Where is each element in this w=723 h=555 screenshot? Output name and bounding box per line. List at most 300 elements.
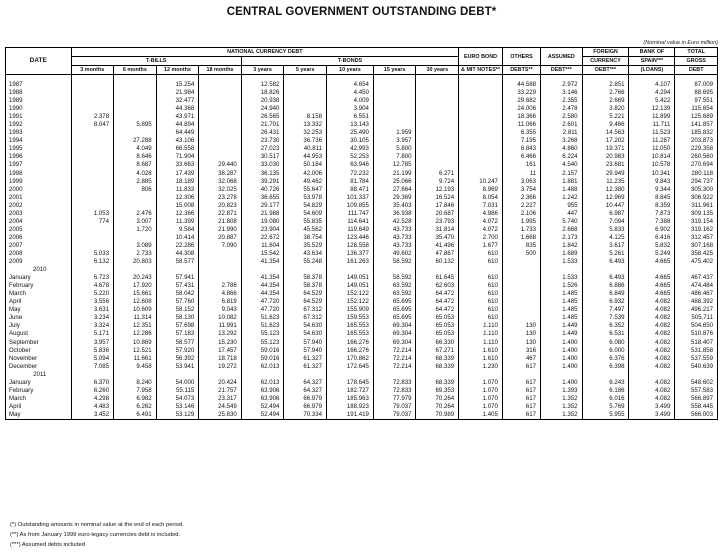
value-cell: 185.832: [675, 129, 718, 137]
value-cell: 115.654: [675, 105, 718, 113]
value-cell: 101.337: [326, 194, 373, 202]
value-cell: 8.845: [629, 194, 675, 202]
value-cell: 5.261: [582, 250, 629, 258]
value-cell: 69.353: [416, 387, 459, 395]
value-cell: 4.678: [71, 282, 114, 290]
value-cell: [502, 274, 540, 282]
value-cell: 1.405: [459, 411, 503, 420]
value-cell: 6.260: [71, 387, 114, 395]
value-cell: [71, 153, 114, 161]
value-cell: [416, 145, 459, 153]
value-cell: [114, 113, 157, 121]
value-cell: 260.560: [675, 153, 718, 161]
value-cell: 165.553: [326, 330, 373, 338]
value-cell: 1.070: [459, 379, 503, 387]
value-cell: 88.471: [326, 186, 373, 194]
value-cell: [502, 266, 540, 274]
value-cell: 3.499: [629, 411, 675, 420]
value-cell: 2.106: [502, 210, 540, 218]
value-cell: 4.082: [629, 395, 675, 403]
value-cell: 316: [502, 347, 540, 355]
value-cell: 2.601: [541, 121, 582, 129]
value-cell: 12.521: [114, 347, 157, 355]
date-cell: 1987: [6, 81, 72, 89]
value-cell: 11.604: [241, 242, 284, 250]
value-cell: 152.122: [326, 290, 373, 298]
col-others: OTHERS: [502, 48, 540, 66]
value-cell: 4.665: [629, 282, 675, 290]
value-cell: 27.023: [241, 145, 284, 153]
value-cell: 10.869: [114, 339, 157, 347]
value-cell: 2.885: [114, 178, 157, 186]
value-cell: 81.784: [326, 178, 373, 186]
value-cell: 43.733: [373, 226, 416, 234]
value-cell: 10.414: [156, 234, 199, 242]
value-cell: 12.582: [241, 81, 284, 89]
value-cell: 31.814: [416, 226, 459, 234]
table-row: [6, 355, 718, 363]
value-cell: 185.963: [326, 395, 373, 403]
value-cell: [675, 266, 718, 274]
value-cell: 309.135: [675, 210, 718, 218]
value-cell: 617: [502, 387, 540, 395]
value-cell: [71, 194, 114, 202]
value-cell: 4.450: [326, 89, 373, 97]
value-cell: 57.698: [156, 322, 199, 330]
date-cell: September: [6, 339, 72, 347]
value-cell: 7.497: [582, 306, 629, 314]
value-cell: 14.563: [582, 129, 629, 137]
value-cell: 77.979: [373, 395, 416, 403]
value-cell: 70.989: [416, 411, 459, 420]
value-cell: 20.938: [241, 97, 284, 105]
value-cell: 44.894: [156, 121, 199, 129]
value-cell: 11.991: [199, 322, 242, 330]
value-cell: 72.214: [373, 347, 416, 355]
value-cell: [114, 105, 157, 113]
value-cell: 79.037: [373, 411, 416, 420]
value-cell: 57.940: [284, 347, 327, 355]
col-total-3: DEBT: [675, 66, 718, 75]
footnote-2: (**) As from January 1999 euro-legacy currencies debt is included.: [10, 532, 181, 538]
value-cell: 63.592: [373, 290, 416, 298]
value-cell: 4.540: [541, 161, 582, 169]
value-cell: 65.695: [373, 306, 416, 314]
value-cell: 53.978: [284, 194, 327, 202]
value-cell: 32.253: [284, 129, 327, 137]
value-cell: 64.472: [416, 290, 459, 298]
value-cell: 52.494: [241, 411, 284, 420]
value-cell: [416, 97, 459, 105]
value-cell: 10.082: [199, 314, 242, 322]
value-cell: 6.000: [582, 347, 629, 355]
value-cell: 63.592: [373, 282, 416, 290]
value-cell: [373, 371, 416, 379]
value-cell: [114, 97, 157, 105]
value-cell: [71, 202, 114, 210]
value-cell: 43.733: [373, 234, 416, 242]
value-cell: 65.053: [416, 314, 459, 322]
value-cell: 64.529: [284, 298, 327, 306]
table-row: [6, 258, 718, 266]
value-cell: 4.860: [541, 145, 582, 153]
value-cell: 9.843: [629, 178, 675, 186]
value-cell: 617: [502, 403, 540, 411]
value-cell: [502, 290, 540, 298]
table-row: [6, 153, 718, 161]
value-cell: [71, 266, 114, 274]
value-cell: 44.308: [156, 250, 199, 258]
value-cell: 130: [502, 330, 540, 338]
value-cell: [502, 258, 540, 266]
value-cell: [326, 266, 373, 274]
value-cell: 65.053: [416, 330, 459, 338]
col-tbonds: T-BONDS: [241, 57, 458, 66]
value-cell: 33.030: [241, 161, 284, 169]
value-cell: 5.221: [582, 113, 629, 121]
value-cell: 4.866: [199, 290, 242, 298]
value-cell: 467.437: [675, 274, 718, 282]
value-cell: 6.849: [582, 290, 629, 298]
value-cell: 67.271: [416, 347, 459, 355]
value-cell: 54.630: [284, 322, 327, 330]
col-national-currency-debt: NATIONAL CURRENCY DEBT: [71, 48, 459, 57]
value-cell: 610: [459, 306, 503, 314]
table-row: [6, 97, 718, 105]
value-cell: 806: [114, 186, 157, 194]
value-cell: 3.957: [373, 137, 416, 145]
value-cell: 52.494: [241, 403, 284, 411]
date-cell: 1999: [6, 178, 72, 186]
value-cell: [114, 234, 157, 242]
value-cell: 62.603: [416, 282, 459, 290]
value-cell: 20.887: [199, 234, 242, 242]
value-cell: 17.202: [582, 137, 629, 145]
value-cell: 8.054: [459, 194, 503, 202]
value-cell: 3.754: [502, 186, 540, 194]
table-row: [6, 298, 718, 306]
value-cell: 6.932: [582, 298, 629, 306]
value-cell: [199, 113, 242, 121]
value-cell: [416, 266, 459, 274]
value-cell: 58.152: [156, 306, 199, 314]
value-cell: 1.110: [459, 322, 503, 330]
value-cell: 44.354: [241, 290, 284, 298]
value-cell: [459, 105, 503, 113]
value-cell: 12.608: [114, 298, 157, 306]
value-cell: 3.499: [629, 403, 675, 411]
date-cell: May: [6, 306, 72, 314]
value-cell: 4.082: [629, 379, 675, 387]
col-bank-1: BANK OF: [629, 48, 675, 57]
value-cell: 16.524: [416, 194, 459, 202]
value-cell: [284, 97, 327, 105]
table-row: [6, 395, 718, 403]
value-cell: [459, 137, 503, 145]
value-cell: [502, 314, 540, 322]
value-cell: 22.672: [241, 234, 284, 242]
value-cell: 6.352: [582, 322, 629, 330]
col-3-months: 3 months: [71, 66, 114, 75]
col-tbills: T-BILLS: [71, 57, 241, 66]
value-cell: 7.958: [114, 387, 157, 395]
value-cell: [459, 371, 503, 379]
table-row: [6, 403, 718, 411]
date-cell: 1996: [6, 153, 72, 161]
value-cell: 6.355: [502, 129, 540, 137]
value-cell: [416, 161, 459, 169]
value-cell: [156, 371, 199, 379]
value-cell: 58.042: [156, 290, 199, 298]
value-cell: [582, 371, 629, 379]
value-cell: 1.400: [541, 363, 582, 371]
value-cell: 47.720: [241, 306, 284, 314]
date-cell: 2000: [6, 186, 72, 194]
value-cell: [416, 129, 459, 137]
value-cell: 3.452: [71, 411, 114, 420]
table-row: [6, 89, 718, 97]
value-cell: 70.264: [416, 395, 459, 403]
value-cell: 1.110: [459, 339, 503, 347]
value-cell: 64.327: [284, 387, 327, 395]
value-cell: 130: [502, 339, 540, 347]
value-cell: 20.803: [114, 258, 157, 266]
col-15-years: 15 years: [373, 66, 416, 75]
value-cell: 2.668: [541, 226, 582, 234]
date-cell: October: [6, 347, 72, 355]
value-cell: 10.341: [629, 170, 675, 178]
value-cell: 1.733: [502, 226, 540, 234]
value-cell: 531.858: [675, 347, 718, 355]
value-cell: 55.123: [241, 339, 284, 347]
value-cell: 7.085: [71, 363, 114, 371]
value-cell: 7.800: [373, 153, 416, 161]
value-cell: 66.558: [156, 145, 199, 153]
value-cell: 26.565: [241, 113, 284, 121]
value-cell: 518.407: [675, 339, 718, 347]
value-cell: 6.843: [502, 145, 540, 153]
col-bank-3: (LOANS): [629, 66, 675, 75]
value-cell: 17.457: [199, 347, 242, 355]
value-cell: 1.449: [541, 330, 582, 338]
value-cell: [71, 226, 114, 234]
value-cell: 2.786: [199, 282, 242, 290]
date-cell: December: [6, 363, 72, 371]
value-cell: 22.286: [156, 242, 199, 250]
value-cell: 61.327: [284, 363, 327, 371]
value-cell: [199, 371, 242, 379]
value-cell: 835: [502, 242, 540, 250]
value-cell: 64.327: [284, 379, 327, 387]
value-cell: 29.682: [502, 97, 540, 105]
value-cell: 12.969: [582, 194, 629, 202]
value-cell: 504.650: [675, 322, 718, 330]
table-row: [6, 129, 718, 137]
value-cell: 72.214: [373, 355, 416, 363]
value-cell: 510.876: [675, 330, 718, 338]
value-cell: [199, 89, 242, 97]
value-cell: 32.068: [199, 178, 242, 186]
value-cell: 3.556: [71, 298, 114, 306]
value-cell: 6.186: [582, 387, 629, 395]
value-cell: 2.355: [541, 97, 582, 105]
value-cell: 23.681: [582, 161, 629, 169]
value-cell: 17.920: [114, 282, 157, 290]
value-cell: 32.025: [199, 186, 242, 194]
table-row: [6, 330, 718, 338]
value-cell: 548.602: [675, 379, 718, 387]
table-row: [6, 186, 718, 194]
value-cell: [416, 105, 459, 113]
value-cell: 566.897: [675, 395, 718, 403]
value-cell: 9.344: [629, 186, 675, 194]
value-cell: 54.829: [284, 202, 327, 210]
value-cell: 3.007: [114, 218, 157, 226]
value-cell: 1.881: [541, 178, 582, 186]
value-cell: 500: [502, 250, 540, 258]
value-cell: 12.366: [156, 210, 199, 218]
value-cell: 475.402: [675, 258, 718, 266]
value-cell: 1.533: [541, 274, 582, 282]
value-cell: 13.292: [199, 330, 242, 338]
table-row: [6, 322, 718, 330]
value-cell: [416, 153, 459, 161]
value-cell: 5.422: [629, 97, 675, 105]
table-row: [6, 145, 718, 153]
value-cell: 21.808: [199, 218, 242, 226]
value-cell: 6.080: [582, 339, 629, 347]
value-cell: [199, 129, 242, 137]
value-cell: 447: [541, 210, 582, 218]
date-cell: August: [6, 330, 72, 338]
value-cell: 617: [502, 411, 540, 420]
value-cell: 4.028: [114, 170, 157, 178]
value-cell: 6.370: [71, 379, 114, 387]
value-cell: [199, 250, 242, 258]
value-cell: 15.542: [241, 250, 284, 258]
value-cell: 312.457: [675, 234, 718, 242]
table-row: [6, 314, 718, 322]
table-row: [6, 306, 718, 314]
value-cell: 29.177: [241, 202, 284, 210]
value-cell: 5.833: [582, 226, 629, 234]
value-cell: 6.262: [114, 403, 157, 411]
table-row: [6, 161, 718, 169]
value-cell: 4.082: [629, 298, 675, 306]
value-cell: 4.082: [629, 347, 675, 355]
value-cell: 72.232: [326, 170, 373, 178]
value-cell: 69.304: [373, 322, 416, 330]
value-cell: 610: [459, 274, 503, 282]
value-cell: 65.695: [373, 298, 416, 306]
value-cell: 3.631: [71, 306, 114, 314]
value-cell: 6.987: [582, 210, 629, 218]
value-cell: 307.168: [675, 242, 718, 250]
table-row: [6, 371, 718, 379]
value-cell: 57.920: [156, 347, 199, 355]
value-cell: 159.553: [326, 314, 373, 322]
value-cell: 610: [459, 282, 503, 290]
date-cell: July: [6, 322, 72, 330]
value-cell: 69.304: [373, 330, 416, 338]
value-cell: 24.006: [502, 105, 540, 113]
value-cell: 2.580: [541, 113, 582, 121]
value-cell: 2.227: [502, 202, 540, 210]
value-cell: 38.287: [199, 170, 242, 178]
value-cell: 4.082: [629, 314, 675, 322]
value-cell: 610: [459, 250, 503, 258]
value-cell: 18.718: [199, 355, 242, 363]
value-cell: [241, 266, 284, 274]
value-cell: 68.339: [416, 363, 459, 371]
value-cell: 3.617: [582, 242, 629, 250]
value-cell: 11.050: [629, 145, 675, 153]
value-cell: 17.846: [416, 202, 459, 210]
value-cell: 5.249: [629, 250, 675, 258]
value-cell: [373, 113, 416, 121]
value-cell: 6.416: [629, 234, 675, 242]
value-cell: [199, 105, 242, 113]
value-cell: 5.220: [71, 290, 114, 298]
value-cell: 41.496: [416, 242, 459, 250]
value-cell: 2.378: [71, 113, 114, 121]
value-cell: [416, 371, 459, 379]
col-5-years: 5 years: [284, 66, 327, 75]
value-cell: 30.517: [241, 153, 284, 161]
value-cell: 7.031: [459, 202, 503, 210]
value-cell: 49.462: [284, 178, 327, 186]
value-cell: 12.306: [156, 194, 199, 202]
date-cell: 2002: [6, 202, 72, 210]
table-row: [6, 411, 718, 420]
value-cell: 505.711: [675, 314, 718, 322]
value-cell: 1.352: [541, 395, 582, 403]
value-cell: [71, 161, 114, 169]
value-cell: [71, 170, 114, 178]
value-cell: 55.835: [284, 218, 327, 226]
value-cell: [373, 97, 416, 105]
value-cell: 53.129: [156, 411, 199, 420]
value-cell: [284, 371, 327, 379]
date-cell: 2001: [6, 194, 72, 202]
value-cell: 11: [502, 170, 540, 178]
value-cell: 1.720: [114, 226, 157, 234]
value-cell: 3.904: [326, 105, 373, 113]
value-cell: 1.242: [541, 194, 582, 202]
value-cell: 58.592: [373, 274, 416, 282]
value-cell: 8.969: [459, 186, 503, 194]
value-cell: 305.300: [675, 186, 718, 194]
value-cell: [373, 105, 416, 113]
value-cell: [416, 121, 459, 129]
value-cell: 165.553: [326, 322, 373, 330]
value-cell: [114, 371, 157, 379]
value-cell: 9.724: [416, 178, 459, 186]
value-cell: 47.720: [241, 298, 284, 306]
value-cell: 114.641: [326, 218, 373, 226]
value-cell: 3.146: [541, 89, 582, 97]
value-cell: [502, 306, 540, 314]
unit-note: (Nominal value in Euro million): [643, 40, 718, 46]
value-cell: [284, 89, 327, 97]
page-title: CENTRAL GOVERNMENT OUTSTANDING DEBT*: [226, 6, 497, 18]
table-row: [6, 379, 718, 387]
value-cell: 2.476: [114, 210, 157, 218]
value-cell: 79.037: [373, 403, 416, 411]
value-cell: [71, 97, 114, 105]
value-cell: 6.271: [416, 170, 459, 178]
col-foreign-1: FOREIGN: [582, 48, 629, 57]
